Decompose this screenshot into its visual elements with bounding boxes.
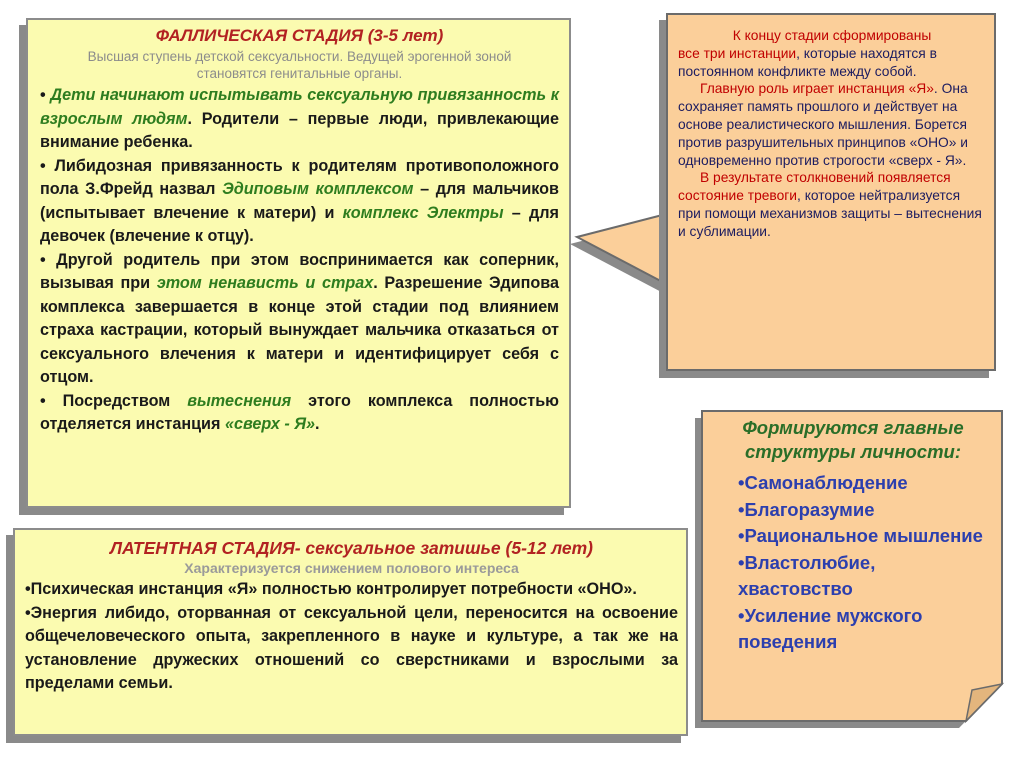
- structure-item: •Властолюбие, хвастовство: [738, 551, 876, 599]
- latent-subtitle: Характеризуется снижением полового интереса: [184, 560, 519, 576]
- phallic-point-3: • Другой родитель при этом воспринимается как соперник, вызывая при этом ненависть и страх. Разрешение Эдипова комплекса завершается в конце этой стадии под влиянием страха кастрации, который вынуждает мальчика отказаться от сексуального влечения к матери и идентифицирует себя с отцом.: [40, 250, 559, 386]
- structure-item: •Усиление мужского поведения: [738, 604, 923, 652]
- callout-line-1: К концу стадии сформированы: [732, 28, 932, 43]
- latent-point-1: •Психическая инстанция «Я» полностью контролирует потребности «ОНО».: [25, 580, 637, 598]
- structure-item: •Самонаблюдение: [738, 472, 908, 493]
- structure-item: •Благоразумие: [738, 498, 875, 520]
- phallic-title: ФАЛЛИЧЕСКАЯ СТАДИЯ (3-5 лет): [155, 26, 444, 45]
- callout-para-2: Главную роль играет инстанция «Я». Она сохраняет память прошлого и действует на основе реалистического мышления. Борется против разрушительных принципов «ОНО» и одновременно против строгости «сверх - Я».: [678, 81, 968, 168]
- phallic-point-1: • Дети начинают испытывать сексуальную привязанность к взрослым людям. Родители – первые люди, привлекающие внимание ребенка.: [40, 86, 560, 151]
- structures-list: [712, 470, 994, 656]
- phallic-point-2: • Либидозная привязанность к родителям противоположного пола З.Фрейд назвал Эдиповым комплексом – для мальчиков (испытывает влечение к матери) и комплекс Электры – для девочек (влечение к отцу).: [40, 156, 560, 245]
- callout-para-1: все три инстанции, которые находятся в постоянном конфликте между собой.: [678, 45, 937, 79]
- latent-point-2: •Энергия либидо, оторванная от сексуальной цели, переносится на освоение общечеловеческого опыта, закрепленного в науке и культуре, а так же на установление дружеских отношений со сверстниками и взрослыми за пределами семьи.: [25, 603, 678, 692]
- phallic-subtitle: Высшая ступень детской сексуальности. Ведущей эрогенной зоной становятся генитальные органы.: [87, 49, 512, 81]
- structures-panel: [704, 416, 1000, 716]
- structure-item: •Рациональное мышление: [738, 525, 983, 546]
- structures-heading: Формируются главные структуры личности:: [742, 417, 964, 462]
- callout-para-3: В результате столкновений появляется состояние тревоги, которое нейтрализуется при помощи механизмов защиты – вытеснения и сублимации.: [678, 170, 982, 239]
- latent-title: ЛАТЕНТНАЯ СТАДИЯ- сексуальное затишье (5-12 лет): [109, 538, 594, 558]
- phallic-point-4: • Посредством вытеснения этого комплекса полностью отделяется инстанция «сверх - Я».: [40, 391, 559, 433]
